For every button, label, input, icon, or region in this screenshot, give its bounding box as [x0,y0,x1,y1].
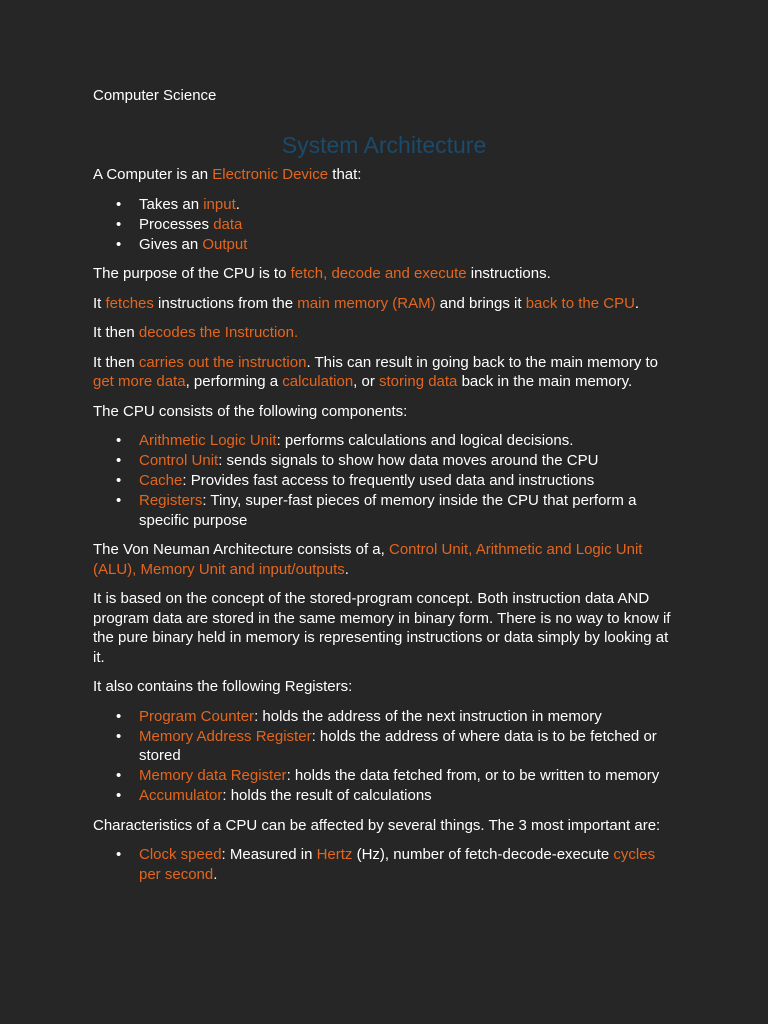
highlighted-term: Memory data Register [139,767,287,784]
text-run: . [235,195,240,213]
text-run: It then [93,324,139,341]
text-run: : sends signals to show how data moves around the CPU [218,452,599,469]
list-item [139,727,675,766]
text-run: : holds the address of the next instruction in memory [254,707,602,725]
list-item [139,491,675,530]
text-run: Processes [139,215,214,233]
paragraph [93,540,675,579]
list-item [139,431,675,451]
text-run: . [634,294,640,312]
text-run: : performs calculations and logical decisions. [276,432,574,449]
highlighted-term: Control Unit [139,452,219,469]
text-run: A Computer is an [93,166,213,183]
text-run: and brings it [435,294,526,312]
paragraph [93,323,675,343]
list-item [139,845,675,884]
text-run: : holds the data fetched from, or to be written to memory [286,767,660,784]
text-run: It [93,294,106,312]
highlighted-term: carries out the instruction [138,353,307,371]
highlighted-term: get more data [93,373,186,390]
list-item [139,235,675,255]
list-item [139,766,675,786]
highlighted-term: input [203,195,236,213]
highlighted-term: fetch, decode and execute [290,265,467,282]
text-run: instructions. [466,265,551,282]
text-run: . This can result in going back to the main memory to [306,353,659,371]
highlighted-term: decodes the Instruction. [138,324,299,341]
list-item [139,451,675,471]
paragraph [93,816,675,836]
text-run: , or [353,373,380,390]
highlighted-term: Clock speed [139,846,222,863]
paragraph [93,264,675,284]
highlighted-term: Registers [139,492,203,509]
text-run: : Provides fast access to frequently used data and instructions [182,472,595,489]
text-run: : Tiny, super-fast pieces of memory inside the CPU that perform a specific purpose [139,492,637,529]
text-run: (Hz), number of fetch-decode-execute [352,846,614,863]
text-run: : holds the result of calculations [222,787,432,804]
text-run: Characteristics of a CPU can be affected by several things. The 3 most important are: [93,816,661,834]
highlighted-term: main memory (RAM) [297,294,436,312]
highlighted-term: data [213,215,243,233]
highlighted-term: Cache [139,472,183,489]
highlighted-term: storing data [379,373,458,390]
list-item [139,786,675,806]
list-item [139,707,675,727]
list-item [139,195,675,215]
paragraph [93,589,675,667]
text-run: : Measured in [221,846,317,863]
bullet-list [93,195,675,255]
text-run: . [213,865,218,883]
text-run: Gives an [139,235,203,253]
document-title: System Architecture [281,132,487,158]
text-run: : holds the address of where data is to be fetched or stored [139,727,657,764]
list-item [139,471,675,491]
highlighted-term: calculation [282,373,354,390]
highlighted-term: Arithmetic Logic Unit [139,432,277,449]
text-run: Takes an [139,195,204,213]
text-run: back in the main memory. [457,373,633,390]
bullet-list [93,707,675,806]
text-run: . [344,560,349,578]
highlighted-term: Memory Address Register [139,727,312,745]
paragraph [93,677,675,697]
text-run: instructions from the [153,294,298,312]
highlighted-term: Hertz [316,846,353,863]
list-item [139,215,675,235]
paragraph [93,353,675,392]
paragraph [93,294,675,314]
highlighted-term: cycles per second [139,846,656,883]
highlighted-term: back to the CPU [525,294,635,312]
highlighted-term: Program Counter [139,707,255,725]
text-run: It is based on the concept of the stored-program concept. Both instruction data AND program data are stored in the same memory in binary form. There is no way to know if the pure binary held in memory is representing instructions or data simply by looking at it. [93,590,671,666]
highlighted-term: Electronic Device [212,166,329,183]
text-run: It then [93,353,139,371]
document-body [93,165,675,884]
paragraph [93,402,675,422]
subject-label: Computer Science [93,87,217,104]
text-run: that: [328,166,362,183]
bullet-list [93,431,675,530]
text-run: The purpose of the CPU is to [93,265,291,282]
bullet-list [93,845,675,884]
highlighted-term: Output [202,235,248,253]
highlighted-term: Control Unit, Arithmetic and Logic Unit (ALU), Memory Unit and input/outputs [93,541,643,578]
highlighted-term: Accumulator [139,787,223,804]
paragraph [93,165,675,185]
text-run: The Von Neuman Architecture consists of a, [93,541,389,558]
highlighted-term: fetches [105,294,154,312]
text-run: , performing a [185,373,283,390]
text-run: It also contains the following Registers: [93,678,353,695]
text-run: The CPU consists of the following components: [93,402,408,420]
